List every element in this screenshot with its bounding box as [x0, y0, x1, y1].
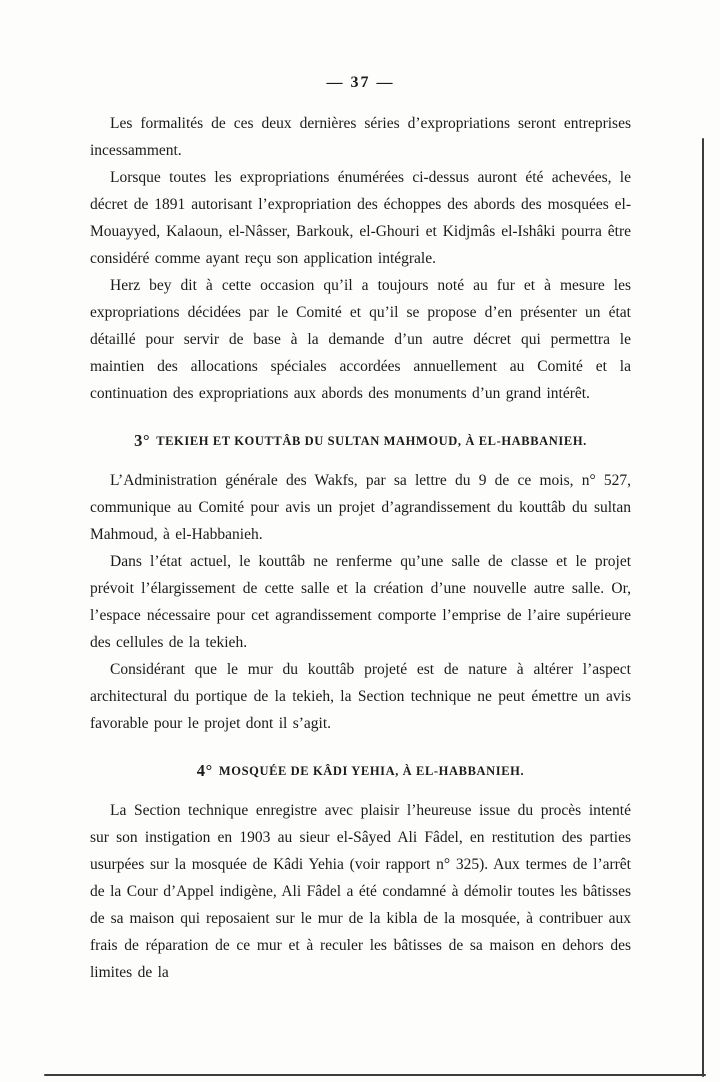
section-title: MOSQUÉE DE KÂDI YEHIA, À EL-HABBANIEH.: [218, 764, 525, 778]
section-heading-tekieh: [90, 431, 631, 451]
scan-edge-artifact-bottom: [44, 1074, 706, 1076]
paragraph: Lorsque toutes les expropriations énumérées ci-dessus auront été achevées, le décret de 1891 autorisant l’expropriation des échoppes des abords des mosquées el-Mouayyed, Kalaoun, el-Nâsser, Barkouk, el-Ghouri et Kidjmâs el-Ishâki pourra être considéré comme ayant reçu son application intégrale.: [90, 169, 631, 267]
paragraph: Dans l’état actuel, le kouttâb ne renferme qu’une salle de classe et le projet prévoit l’élargissement de cette salle et la création d’une nouvelle autre salle. Or, l’espace nécessaire pour cet agrandissement comporte l’emprise de l’aire supérieure des cellules de la tekieh.: [90, 553, 631, 651]
paragraph: Herz bey dit à cette occasion qu’il a toujours noté au fur et à mesure les expropriations décidées par le Comité et qu’il se propose d’en présenter un état détaillé pour servir de base à la demande d’un autre décret qui permettra le maintien des allocations spéciales accordées annuellement au Comité et la continuation des expropriations aux abords des monuments d’un grand intérêt.: [90, 277, 631, 402]
section-heading-mosquee: [90, 761, 631, 781]
document-page: [90, 74, 631, 986]
paragraph: Les formalités de ces deux dernières séries d’expropriations seront entreprises incessamment.: [90, 115, 631, 159]
paragraph: L’Administration générale des Wakfs, par sa lettre du 9 de ce mois, n° 527, communique au Comité pour avis un projet d’agrandissement du kouttâb du sultan Mahmoud, à el-Habbanieh.: [90, 472, 631, 543]
paragraph: Considérant que le mur du kouttâb projeté est de nature à altérer l’aspect architectural du portique de la tekieh, la Section technique ne peut émettre un avis favorable pour le projet dont il s’agit.: [90, 661, 631, 732]
section-number: 3°: [134, 431, 151, 450]
scan-edge-artifact-right: [702, 138, 704, 1077]
page-number: — 37 —: [326, 74, 395, 91]
paragraph: La Section technique enregistre avec plaisir l’heureuse issue du procès intenté sur son instigation en 1903 au sieur el-Sâyed Ali Fâdel, en restitution des parties usurpées sur la mosquée de Kâdi Yehia (voir rapport n° 325). Aux termes de l’arrêt de la Cour d’Appel indigène, Ali Fâdel a été condamné à démolir toutes les bâtisses de sa maison qui reposaient sur le mur de la kibla de la mosquée, à contribuer aux frais de réparation de ce mur et à reculer les bâtisses de sa maison en dehors des limites de la: [90, 802, 631, 981]
section-title: TEKIEH ET KOUTTÂB DU SULTAN MAHMOUD, À EL-HABBANIEH.: [156, 434, 587, 448]
section-number: 4°: [196, 761, 213, 780]
